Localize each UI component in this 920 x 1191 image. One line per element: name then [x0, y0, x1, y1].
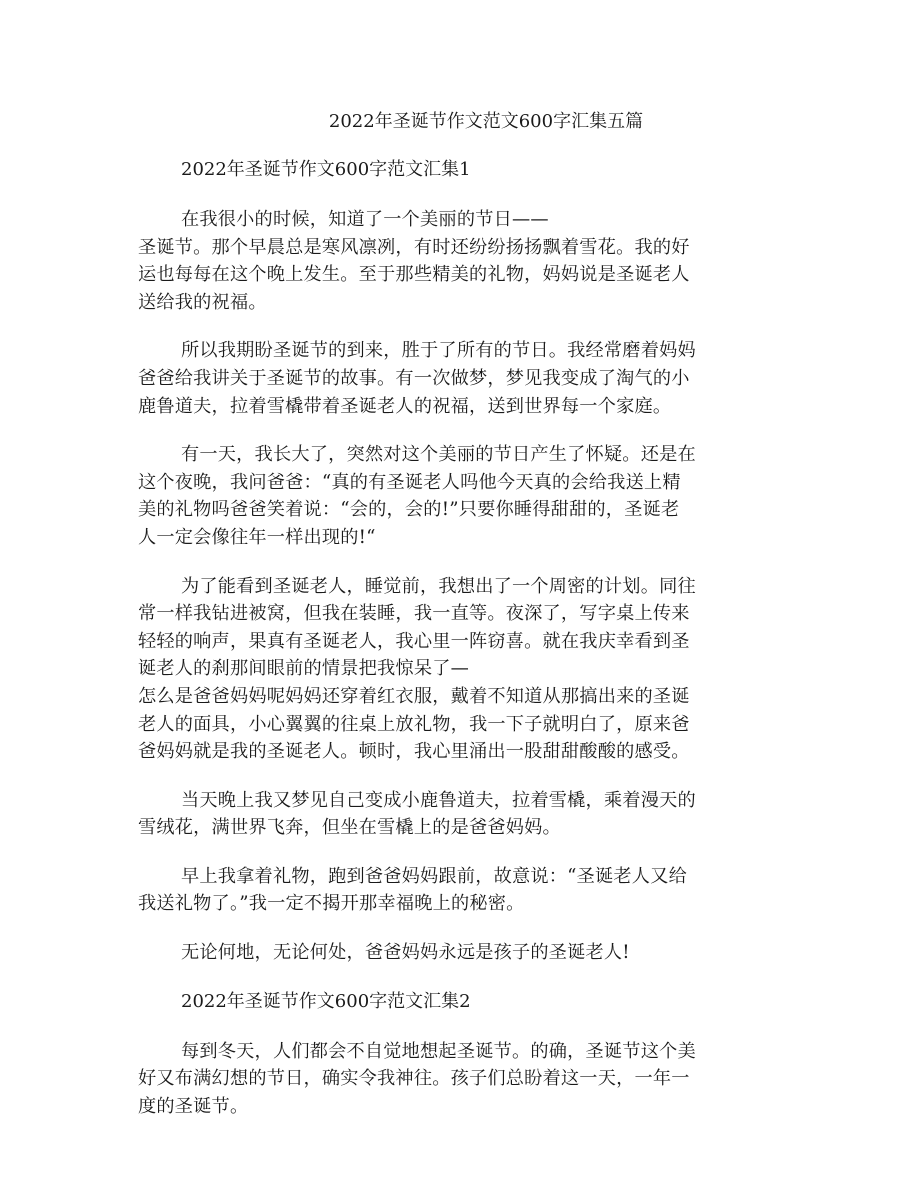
text-line: 在我很小的时候，知道了一个美丽的节日—— [181, 209, 549, 230]
text-line: 好又布满幻想的节日，确实令我神往。孩子们总盼着这一天，一年一 [138, 1068, 690, 1090]
text-line: 有一天，我长大了，突然对这个美丽的节日产生了怀疑。还是在 [181, 444, 696, 466]
document-title: 2022年圣诞节作文范文600字汇集五篇 [328, 111, 644, 132]
text-line: 当天晚上我又梦见自己变成小鹿鲁道夫，拉着雪橇，乘着漫天的 [181, 789, 696, 811]
text-line: 运也每每在这个晚上发生。至于那些精美的礼物，妈妈说是圣诞老人 [138, 264, 690, 286]
paragraph [138, 939, 774, 967]
text-line: 度的圣诞节。 [138, 1095, 249, 1117]
text-line: 送给我的祝福。 [138, 291, 267, 313]
paragraph [138, 787, 774, 842]
paragraph [138, 863, 774, 918]
paragraph [138, 1038, 774, 1121]
section-heading: 2022年圣诞节作文600字范文汇集1 [181, 159, 471, 180]
text-line: 怎么是爸爸妈妈呢妈妈还穿着红衣服，戴着不知道从那搞出来的圣诞 [138, 685, 690, 707]
text-line: 我送礼物了。”我一定不揭开那幸福晚上的秘密。 [138, 893, 525, 915]
text-line: 轻轻的响声，果真有圣诞老人，我心里一阵窃喜。就在我庆幸看到圣 [138, 630, 690, 652]
paragraph [138, 441, 774, 551]
text-line: 鹿鲁道夫，拉着雪橇带着圣诞老人的祝福，送到世界每一个家庭。 [138, 395, 672, 417]
text-line: 无论何地，无论何处，爸爸妈妈永远是孩子的圣诞老人! [181, 942, 630, 964]
paragraph [138, 573, 774, 766]
section-heading: 2022年圣诞节作文600字范文汇集2 [181, 990, 471, 1012]
text-line: 圣诞节。那个早晨总是寒风凛冽，有时还纷纷扬扬飘着雪花。我的好 [138, 236, 690, 258]
text-line: 所以我期盼圣诞节的到来，胜于了所有的节日。我经常磨着妈妈 [181, 340, 696, 362]
text-line: 爸妈妈就是我的圣诞老人。顿时，我心里涌出一股甜甜酸酸的感受。 [138, 741, 690, 763]
text-line: 常一样我钻进被窝，但我在装睡，我一直等。夜深了，写字桌上传来 [138, 603, 690, 625]
text-line: 早上我拿着礼物，跑到爸爸妈妈跟前，故意说：“圣诞老人又给 [181, 865, 687, 887]
text-line: 老人的面具，小心翼翼的往桌上放礼物，我一下子就明白了，原来爸 [138, 713, 690, 735]
text-line: 雪绒花，满世界飞奔，但坐在雪橇上的是爸爸妈妈。 [138, 817, 561, 839]
text-line: 美的礼物吗爸爸笑着说：“会的，会的!”只要你睡得甜甜的，圣诞老 [138, 499, 680, 521]
text-line: 爸爸给我讲关于圣诞节的故事。有一次做梦，梦见我变成了淘气的小 [138, 367, 690, 389]
paragraph [138, 206, 774, 316]
text-line: 人一定会像往年一样出现的!“ [138, 526, 376, 548]
paragraph [138, 337, 774, 420]
text-line: 为了能看到圣诞老人，睡觉前，我想出了一个周密的计划。同往 [181, 575, 696, 597]
text-line: 每到冬天，人们都会不自觉地想起圣诞节。的确，圣诞节这个美 [181, 1040, 696, 1062]
text-line: 诞老人的刹那间眼前的情景把我惊呆了— [138, 658, 469, 680]
document-page [138, 108, 774, 1141]
text-line: 这个夜晚，我问爸爸：“真的有圣诞老人吗他今天真的会给我送上精 [138, 471, 681, 493]
